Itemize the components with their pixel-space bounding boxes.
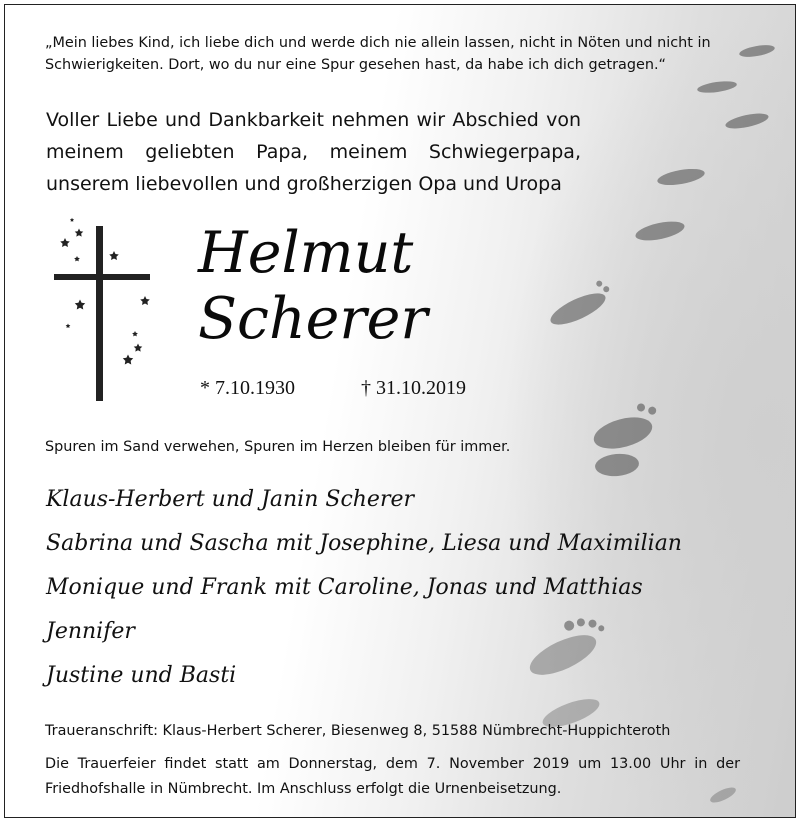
star-icon (75, 229, 84, 237)
mourner-line: Klaus-Herbert und Janin Scherer (46, 487, 415, 512)
footprint-icon (544, 278, 616, 331)
life-dates (200, 377, 520, 407)
star-icon (123, 355, 133, 365)
star-icon (132, 331, 138, 336)
deceased-last-name: Scherer (198, 286, 428, 352)
star-icon (60, 238, 70, 247)
star-icon (140, 296, 150, 305)
funeral-info: Die Trauerfeier findet statt am Donnerstag, dem 7. November 2019 um 13.00 Uhr in der Friedhofshalle in Nümbrecht. Im Anschluss erfolgt die Urnenbeisetzung. (45, 756, 740, 797)
footprint-icon (724, 111, 770, 132)
footprint-icon (696, 79, 737, 94)
mourner-line: Justine und Basti (46, 663, 237, 688)
deceased-name (198, 220, 428, 352)
death-date: † 31.10.2019 (361, 377, 466, 399)
obituary-notice (4, 4, 796, 818)
mourning-address: Traueranschrift: Klaus-Herbert Scherer, Biesenweg 8, 51588 Nümbrecht-Huppichteroth (45, 723, 671, 739)
mourners-list (46, 478, 746, 698)
star-icon (70, 218, 74, 222)
mourner-line: Jennifer (46, 619, 135, 644)
memorial-verse: Spuren im Sand verwehen, Spuren im Herzen bleiben für immer. (45, 439, 511, 455)
star-icon (74, 256, 80, 261)
star-icon (109, 251, 119, 260)
deceased-first-name: Helmut (198, 220, 414, 286)
star-icon (134, 344, 143, 352)
bible-quote: „Mein liebes Kind, ich liebe dich und werde dich nie allein lassen, nicht in Nöten und nicht in Schwierigkeiten. Dort, wo du nur eine Spur gesehen hast, da habe ich dich getragen.“ (45, 35, 711, 73)
farewell-intro: Voller Liebe und Dankbarkeit nehmen wir Abschied von meinem geliebten Papa, meinem Schwiegerpapa, unserem liebevollen und großherzigen Opa und Uropa (46, 109, 581, 195)
star-icon (66, 324, 71, 329)
mourner-line: Sabrina und Sascha mit Josephine, Liesa und Maximilian (46, 531, 682, 556)
star-icon (75, 300, 85, 310)
footprint-icon (588, 400, 664, 454)
footprint-icon (634, 218, 686, 244)
footprint-icon (656, 166, 706, 188)
cross-icon (49, 212, 159, 412)
mourner-line: Monique und Frank mit Caroline, Jonas und Matthias (46, 575, 643, 600)
footprint-icon (594, 452, 640, 478)
birth-date: * 7.10.1930 (200, 377, 295, 399)
